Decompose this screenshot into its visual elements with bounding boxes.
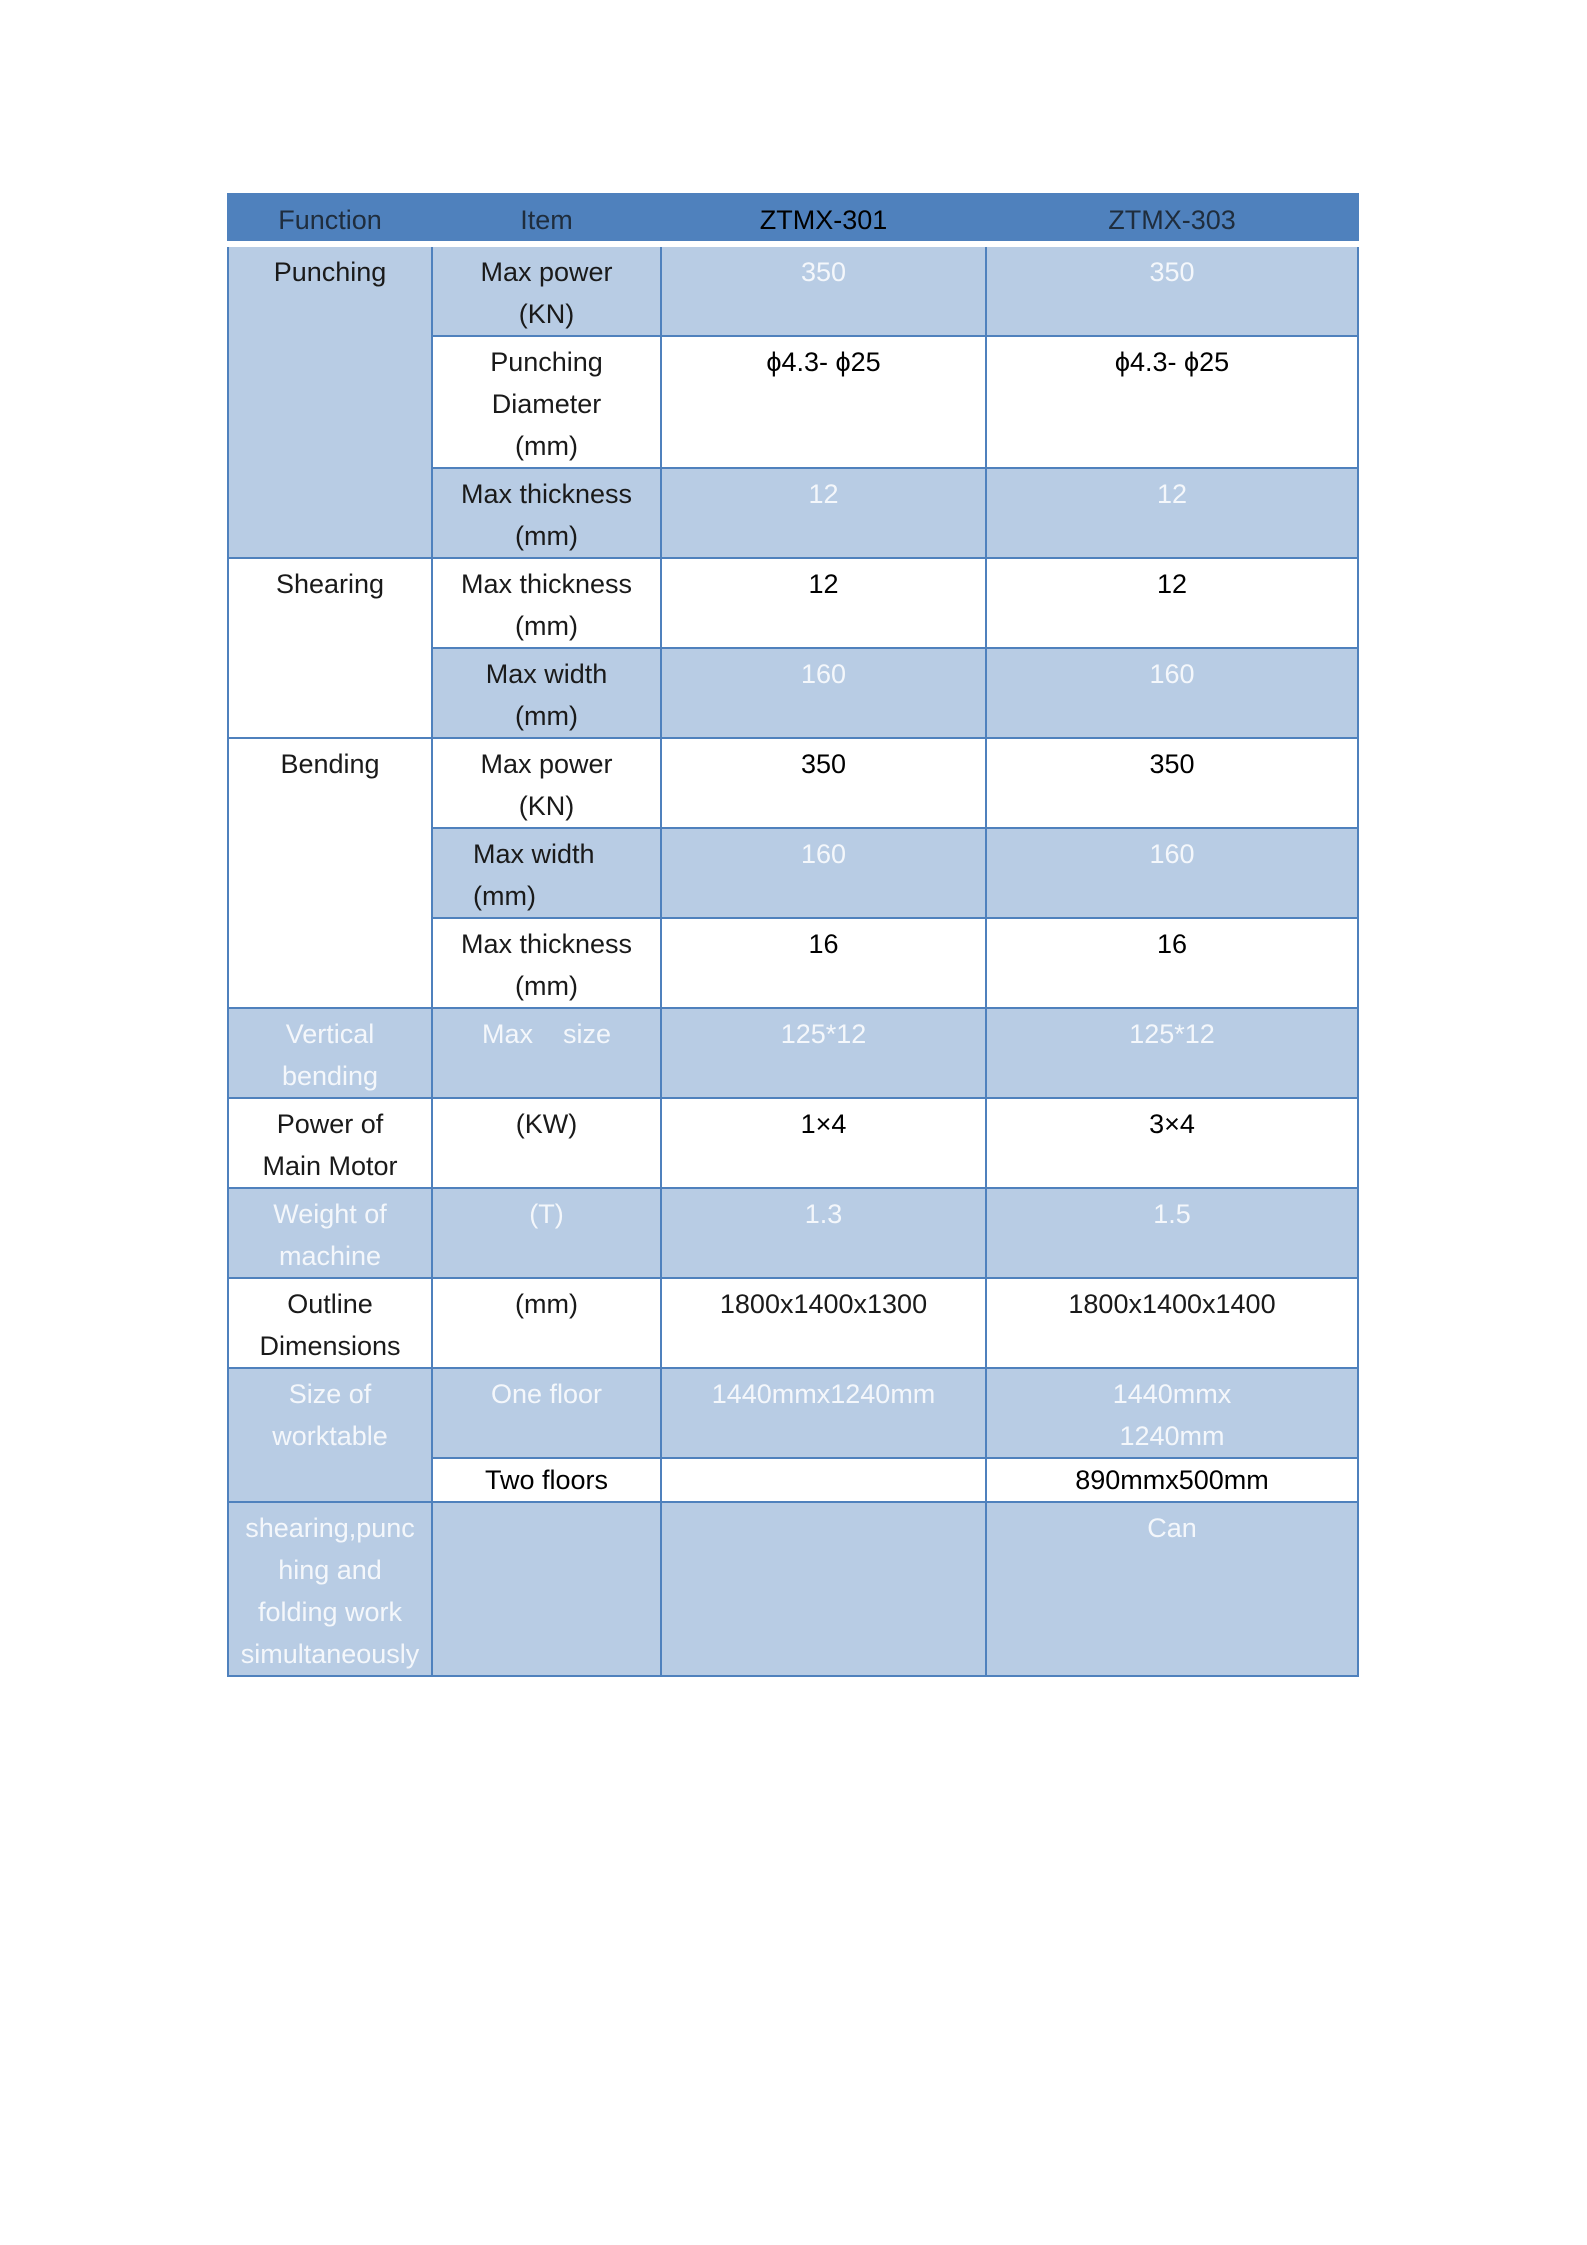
- value-b: 1800x1400x1400: [986, 1278, 1358, 1368]
- value-a: 12: [661, 558, 986, 648]
- group-shearing: Shearing: [228, 558, 432, 738]
- value-b: 350: [986, 244, 1358, 336]
- value-b: 160: [986, 648, 1358, 738]
- item-cell: Max thickness (mm): [432, 918, 661, 1008]
- table-row: [228, 1098, 1358, 1188]
- spec-table: [227, 193, 1359, 1677]
- header-function: Function: [228, 194, 432, 244]
- item-cell: Max thickness (mm): [432, 558, 661, 648]
- group-bending: Bending: [228, 738, 432, 1008]
- item-cell: Punching Diameter (mm): [432, 336, 661, 468]
- value-b: 16: [986, 918, 1358, 1008]
- header-model-b: ZTMX-303: [986, 194, 1358, 244]
- table-header-row: [228, 194, 1358, 244]
- value-a: 125*12: [661, 1008, 986, 1098]
- table-row: [228, 1188, 1358, 1278]
- value-b: 12: [986, 468, 1358, 558]
- group-simultaneous: shearing,punc hing and folding work simultaneously: [228, 1502, 432, 1676]
- value-a: 12: [661, 468, 986, 558]
- value-b: 890mmx500mm: [986, 1458, 1358, 1502]
- table-row: [228, 244, 1358, 336]
- value-b: ϕ4.3- ϕ25: [986, 336, 1358, 468]
- table-row: [228, 1008, 1358, 1098]
- value-a: 1800x1400x1300: [661, 1278, 986, 1368]
- value-a: [661, 1458, 986, 1502]
- item-cell: One floor: [432, 1368, 661, 1458]
- item-cell: (T): [432, 1188, 661, 1278]
- value-b: 1440mmx 1240mm: [986, 1368, 1358, 1458]
- header-model-a: ZTMX-301: [661, 194, 986, 244]
- item-cell: (mm): [432, 1278, 661, 1368]
- group-vertical-bending: Vertical bending: [228, 1008, 432, 1098]
- value-b: 350: [986, 738, 1358, 828]
- group-power-main-motor: Power of Main Motor: [228, 1098, 432, 1188]
- item-cell: Two floors: [432, 1458, 661, 1502]
- table-row: [228, 738, 1358, 828]
- header-item: Item: [432, 194, 661, 244]
- value-b: 125*12: [986, 1008, 1358, 1098]
- item-cell: Max width (mm): [432, 648, 661, 738]
- item-cell: Max power (KN): [432, 738, 661, 828]
- item-cell: Max width (mm): [432, 828, 661, 918]
- value-a: 1.3: [661, 1188, 986, 1278]
- item-cell: Max size: [432, 1008, 661, 1098]
- value-b: 12: [986, 558, 1358, 648]
- table-row: [228, 1278, 1358, 1368]
- item-cell: (KW): [432, 1098, 661, 1188]
- group-weight: Weight of machine: [228, 1188, 432, 1278]
- value-a: 350: [661, 244, 986, 336]
- item-cell: [432, 1502, 661, 1676]
- value-a: ϕ4.3- ϕ25: [661, 336, 986, 468]
- table-row: [228, 1368, 1358, 1458]
- value-a: 160: [661, 828, 986, 918]
- group-worktable: Size of worktable: [228, 1368, 432, 1502]
- value-a: 1440mmx1240mm: [661, 1368, 986, 1458]
- table-row: [228, 558, 1358, 648]
- value-b: 1.5: [986, 1188, 1358, 1278]
- group-outline: Outline Dimensions: [228, 1278, 432, 1368]
- item-cell: Max thickness (mm): [432, 468, 661, 558]
- value-b: 160: [986, 828, 1358, 918]
- value-a: 350: [661, 738, 986, 828]
- value-a: [661, 1502, 986, 1676]
- value-b: 3×4: [986, 1098, 1358, 1188]
- value-b: Can: [986, 1502, 1358, 1676]
- item-cell: Max power (KN): [432, 244, 661, 336]
- value-a: 160: [661, 648, 986, 738]
- value-a: 1×4: [661, 1098, 986, 1188]
- table-row: [228, 1502, 1358, 1676]
- group-punching: Punching: [228, 244, 432, 558]
- value-a: 16: [661, 918, 986, 1008]
